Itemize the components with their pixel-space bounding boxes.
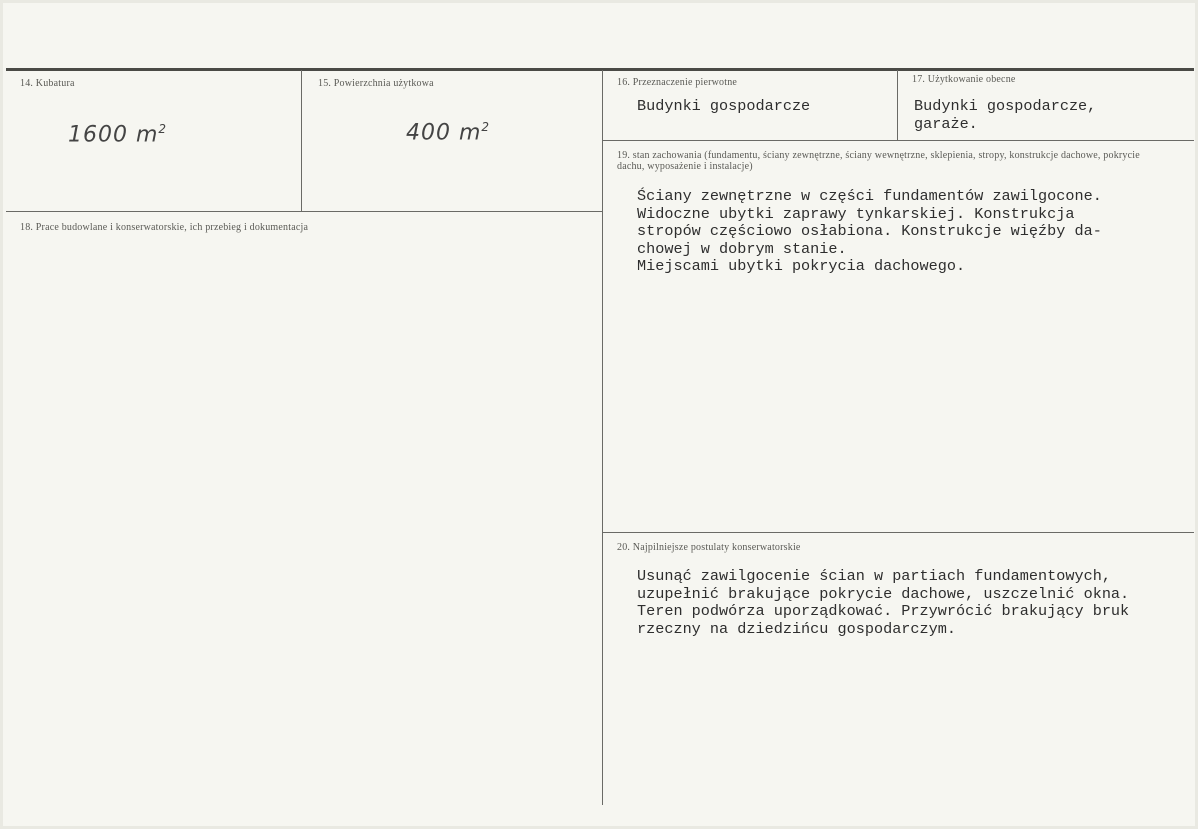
field-17-value: Budynki gospodarcze, garаże. (914, 97, 1097, 133)
divider-f16-f19 (602, 140, 1194, 141)
divider-f14-f18 (6, 211, 602, 212)
divider-f16-f17 (897, 70, 898, 140)
field-20-label: 20. Najpilniejsze postulaty konserwatorskie (617, 542, 801, 553)
field-16-label: 16. Przeznaczenie pierwotne (617, 77, 738, 88)
field-14-value-text: 1600 m (68, 122, 159, 148)
center-divider (602, 70, 603, 805)
divider-f14-f15 (301, 70, 302, 212)
field-16-value: Budynki gospodarcze (637, 97, 811, 115)
field-14-label: 14. Kubatura (20, 78, 75, 89)
field-14-value (68, 122, 167, 147)
divider-f19-f20 (602, 532, 1194, 533)
field-14-unit-exponent: 2 (158, 122, 168, 136)
field-19-value: Ściany zewnętrzne w części fundamentów zawilgocone. Widoczne ubytki zaprawy tynkarskiej. Konstrukcja stropów częściowo osłabiona. Konstrukcje więźby da- chowej w dobrym stanie. Miejscami ubytki pokrycia dachowego. (637, 187, 1102, 275)
field-15-unit-exponent: 2 (481, 120, 491, 134)
field-20-value: Usunąć zawilgocenie ścian w partiach fundamentowych, uzupełnić brakujące pokrycie dachowe, uszczelnić okna. Teren podwórza uporządkować. Przywrócić brakujący bruk rzeczny na dziedzińcu gospodarczym. (637, 567, 1130, 638)
top-border-line (6, 68, 1194, 71)
field-18-label: 18. Prace budowlane i konserwatorskie, ich przebieg i dokumentacja (20, 222, 309, 233)
field-17-label: 17. Użytkowanie obecne (912, 74, 1016, 85)
field-15-label: 15. Powierzchnia użytkowa (318, 78, 434, 89)
field-15-value-text: 400 m (406, 120, 482, 146)
field-15-value (406, 120, 490, 145)
field-19-label: 19. stan zachowania (fundamentu, ściany zewnętrzne, ściany wewnętrzne, sklepienia, stropy, konstrukcje dachowe, pokrycie dachu, wyposażenie i instalacje) (617, 150, 1140, 172)
